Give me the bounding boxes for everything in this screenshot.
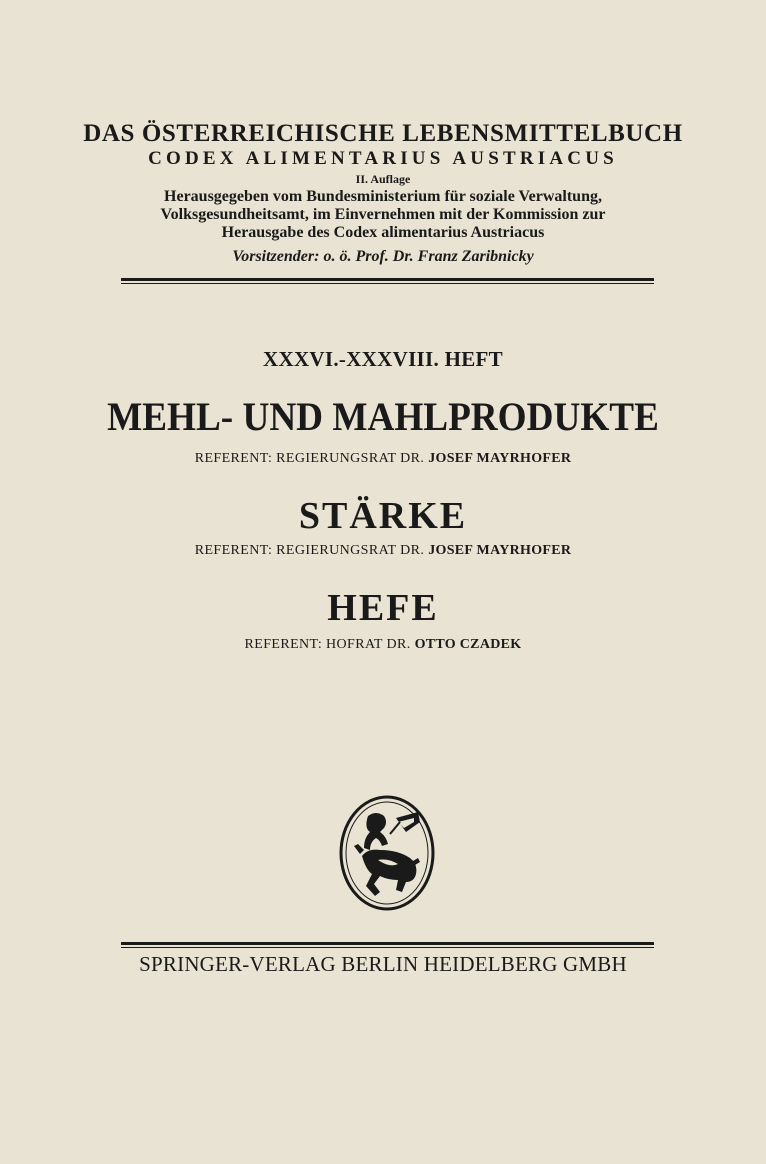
- series-subtitle: CODEX ALIMENTARIUS AUSTRIACUS: [148, 148, 618, 169]
- referent-line: [0, 451, 766, 467]
- section-title: STÄRKE: [298, 495, 468, 537]
- springer-knight-emblem-icon: [338, 794, 436, 912]
- section-title: HEFE: [327, 587, 439, 629]
- publisher-line: Volksgesundheitsamt, im Einvernehmen mit der Kommission zur: [160, 206, 606, 223]
- referent-prefix: REFERENT: REGIERUNGSRAT DR.: [194, 451, 425, 466]
- referent-prefix: REFERENT: REGIERUNGSRAT DR.: [194, 543, 425, 558]
- bottom-double-rule: [121, 942, 654, 948]
- publisher-imprint: SPRINGER-VERLAG BERLIN HEIDELBERG GMBH: [139, 952, 627, 976]
- publisher-line: Herausgegeben vom Bundesministerium für soziale Verwaltung,: [164, 188, 602, 205]
- referent-line: [0, 637, 766, 653]
- chair-line: Vorsitzender: o. ö. Prof. Dr. Franz Zaribnicky: [232, 248, 534, 265]
- top-double-rule: [121, 278, 654, 284]
- referent-name: JOSEF MAYRHOFER: [428, 543, 572, 558]
- issue-number: XXXVI.-XXXVIII. HEFT: [263, 347, 503, 371]
- referent-name: OTTO CZADEK: [414, 637, 522, 652]
- referent-prefix: REFERENT: HOFRAT DR.: [244, 637, 411, 652]
- edition-label: II. Auflage: [355, 172, 411, 186]
- referent-line: [0, 543, 766, 559]
- section-title: MEHL- UND MAHLPRODUKTE: [107, 394, 659, 439]
- publisher-line: Herausgabe des Codex alimentarius Austriacus: [221, 224, 545, 241]
- series-title: DAS ÖSTERREICHISCHE LEBENSMITTELBUCH: [83, 120, 683, 147]
- referent-name: JOSEF MAYRHOFER: [428, 451, 572, 466]
